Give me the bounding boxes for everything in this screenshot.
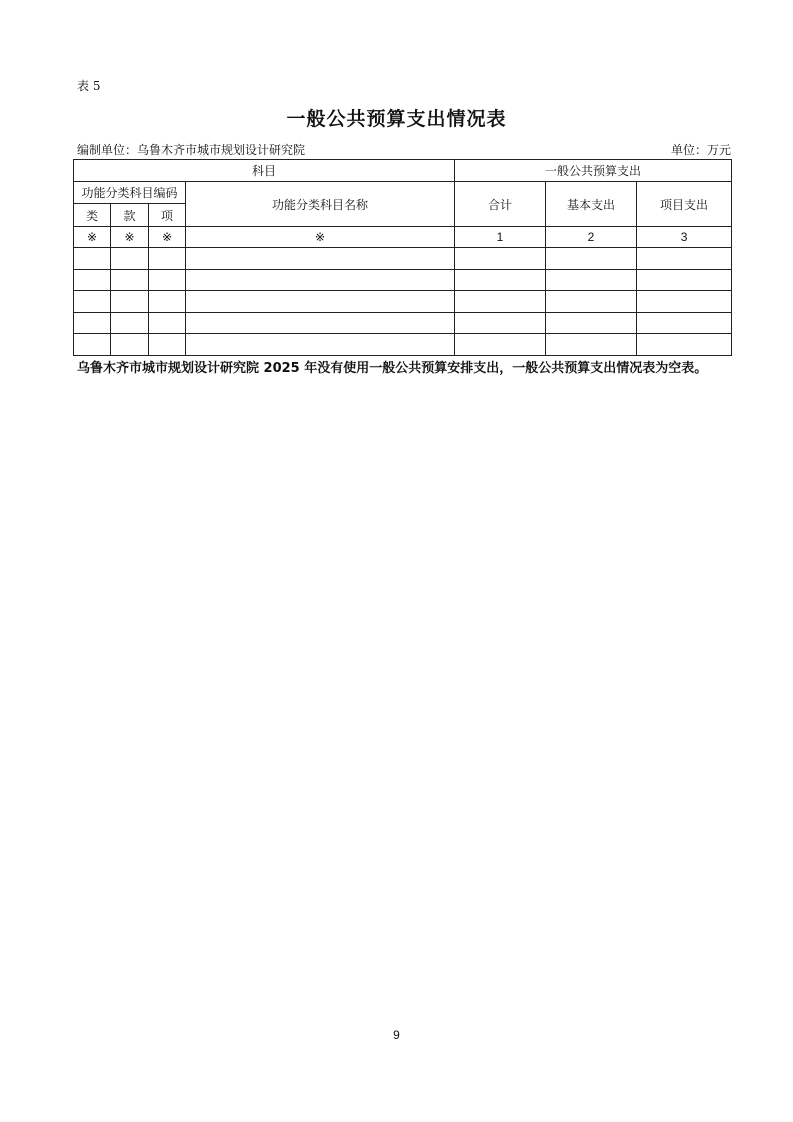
table-cell — [111, 269, 149, 291]
table-row — [74, 291, 732, 313]
table-cell — [455, 248, 546, 270]
header-subject: 科目 — [74, 160, 455, 182]
column-number-cell: 1 — [455, 227, 546, 248]
header-name: 功能分类科目名称 — [186, 182, 455, 227]
table-row — [74, 334, 732, 356]
table-cell — [455, 334, 546, 356]
header-total: 合计 — [455, 182, 546, 227]
marker-cell: ※ — [149, 227, 186, 248]
table-cell — [74, 248, 111, 270]
marker-cell: ※ — [111, 227, 149, 248]
table-cell — [149, 312, 186, 334]
column-number-cell: 2 — [546, 227, 637, 248]
table-cell — [149, 269, 186, 291]
table-cell — [455, 269, 546, 291]
header-section: 款 — [111, 204, 149, 227]
table-row — [74, 248, 732, 270]
table-cell — [455, 312, 546, 334]
table-cell — [546, 291, 637, 313]
table-cell — [637, 269, 732, 291]
table-cell — [637, 291, 732, 313]
table-cell — [186, 248, 455, 270]
marker-cell: ※ — [186, 227, 455, 248]
column-number-cell: 3 — [637, 227, 732, 248]
page-number: 9 — [393, 1028, 400, 1042]
table-cell — [74, 312, 111, 334]
table-cell — [111, 312, 149, 334]
table-cell — [186, 312, 455, 334]
table-cell — [546, 269, 637, 291]
compiling-unit: 编制单位：乌鲁木齐市城市规划设计研究院 — [77, 143, 306, 157]
table-cell — [74, 269, 111, 291]
table-cell — [111, 291, 149, 313]
table-cell — [637, 248, 732, 270]
table-cell — [186, 334, 455, 356]
table-row — [74, 312, 732, 334]
header-basic: 基本支出 — [546, 182, 637, 227]
table-cell — [149, 334, 186, 356]
table-cell — [186, 291, 455, 313]
header-item: 项 — [149, 204, 186, 227]
empty-table-note: 乌鲁木齐市城市规划设计研究院 2025 年没有使用一般公共预算安排支出，一般公共预算支出情况表为空表。 — [77, 361, 708, 376]
table-row — [74, 269, 732, 291]
header-code: 功能分类科目编码 — [74, 182, 186, 204]
budget-table — [73, 159, 732, 356]
table-cell — [149, 291, 186, 313]
table-cell — [149, 248, 186, 270]
marker-cell: ※ — [74, 227, 111, 248]
header-class: 类 — [74, 204, 111, 227]
table-cell — [637, 312, 732, 334]
table-label: 表 5 — [77, 79, 101, 93]
table-cell — [74, 291, 111, 313]
table-cell — [111, 334, 149, 356]
marker-row — [74, 227, 732, 248]
currency-unit: 单位：万元 — [670, 143, 731, 157]
table-cell — [637, 334, 732, 356]
table-cell — [186, 269, 455, 291]
table-cell — [546, 312, 637, 334]
page-title: 一般公共预算支出情况表 — [286, 108, 507, 130]
table-cell — [455, 291, 546, 313]
table-cell — [546, 334, 637, 356]
table-cell — [111, 248, 149, 270]
header-project: 项目支出 — [637, 182, 732, 227]
table-cell — [546, 248, 637, 270]
table-cell — [74, 334, 111, 356]
header-budget: 一般公共预算支出 — [455, 160, 732, 182]
